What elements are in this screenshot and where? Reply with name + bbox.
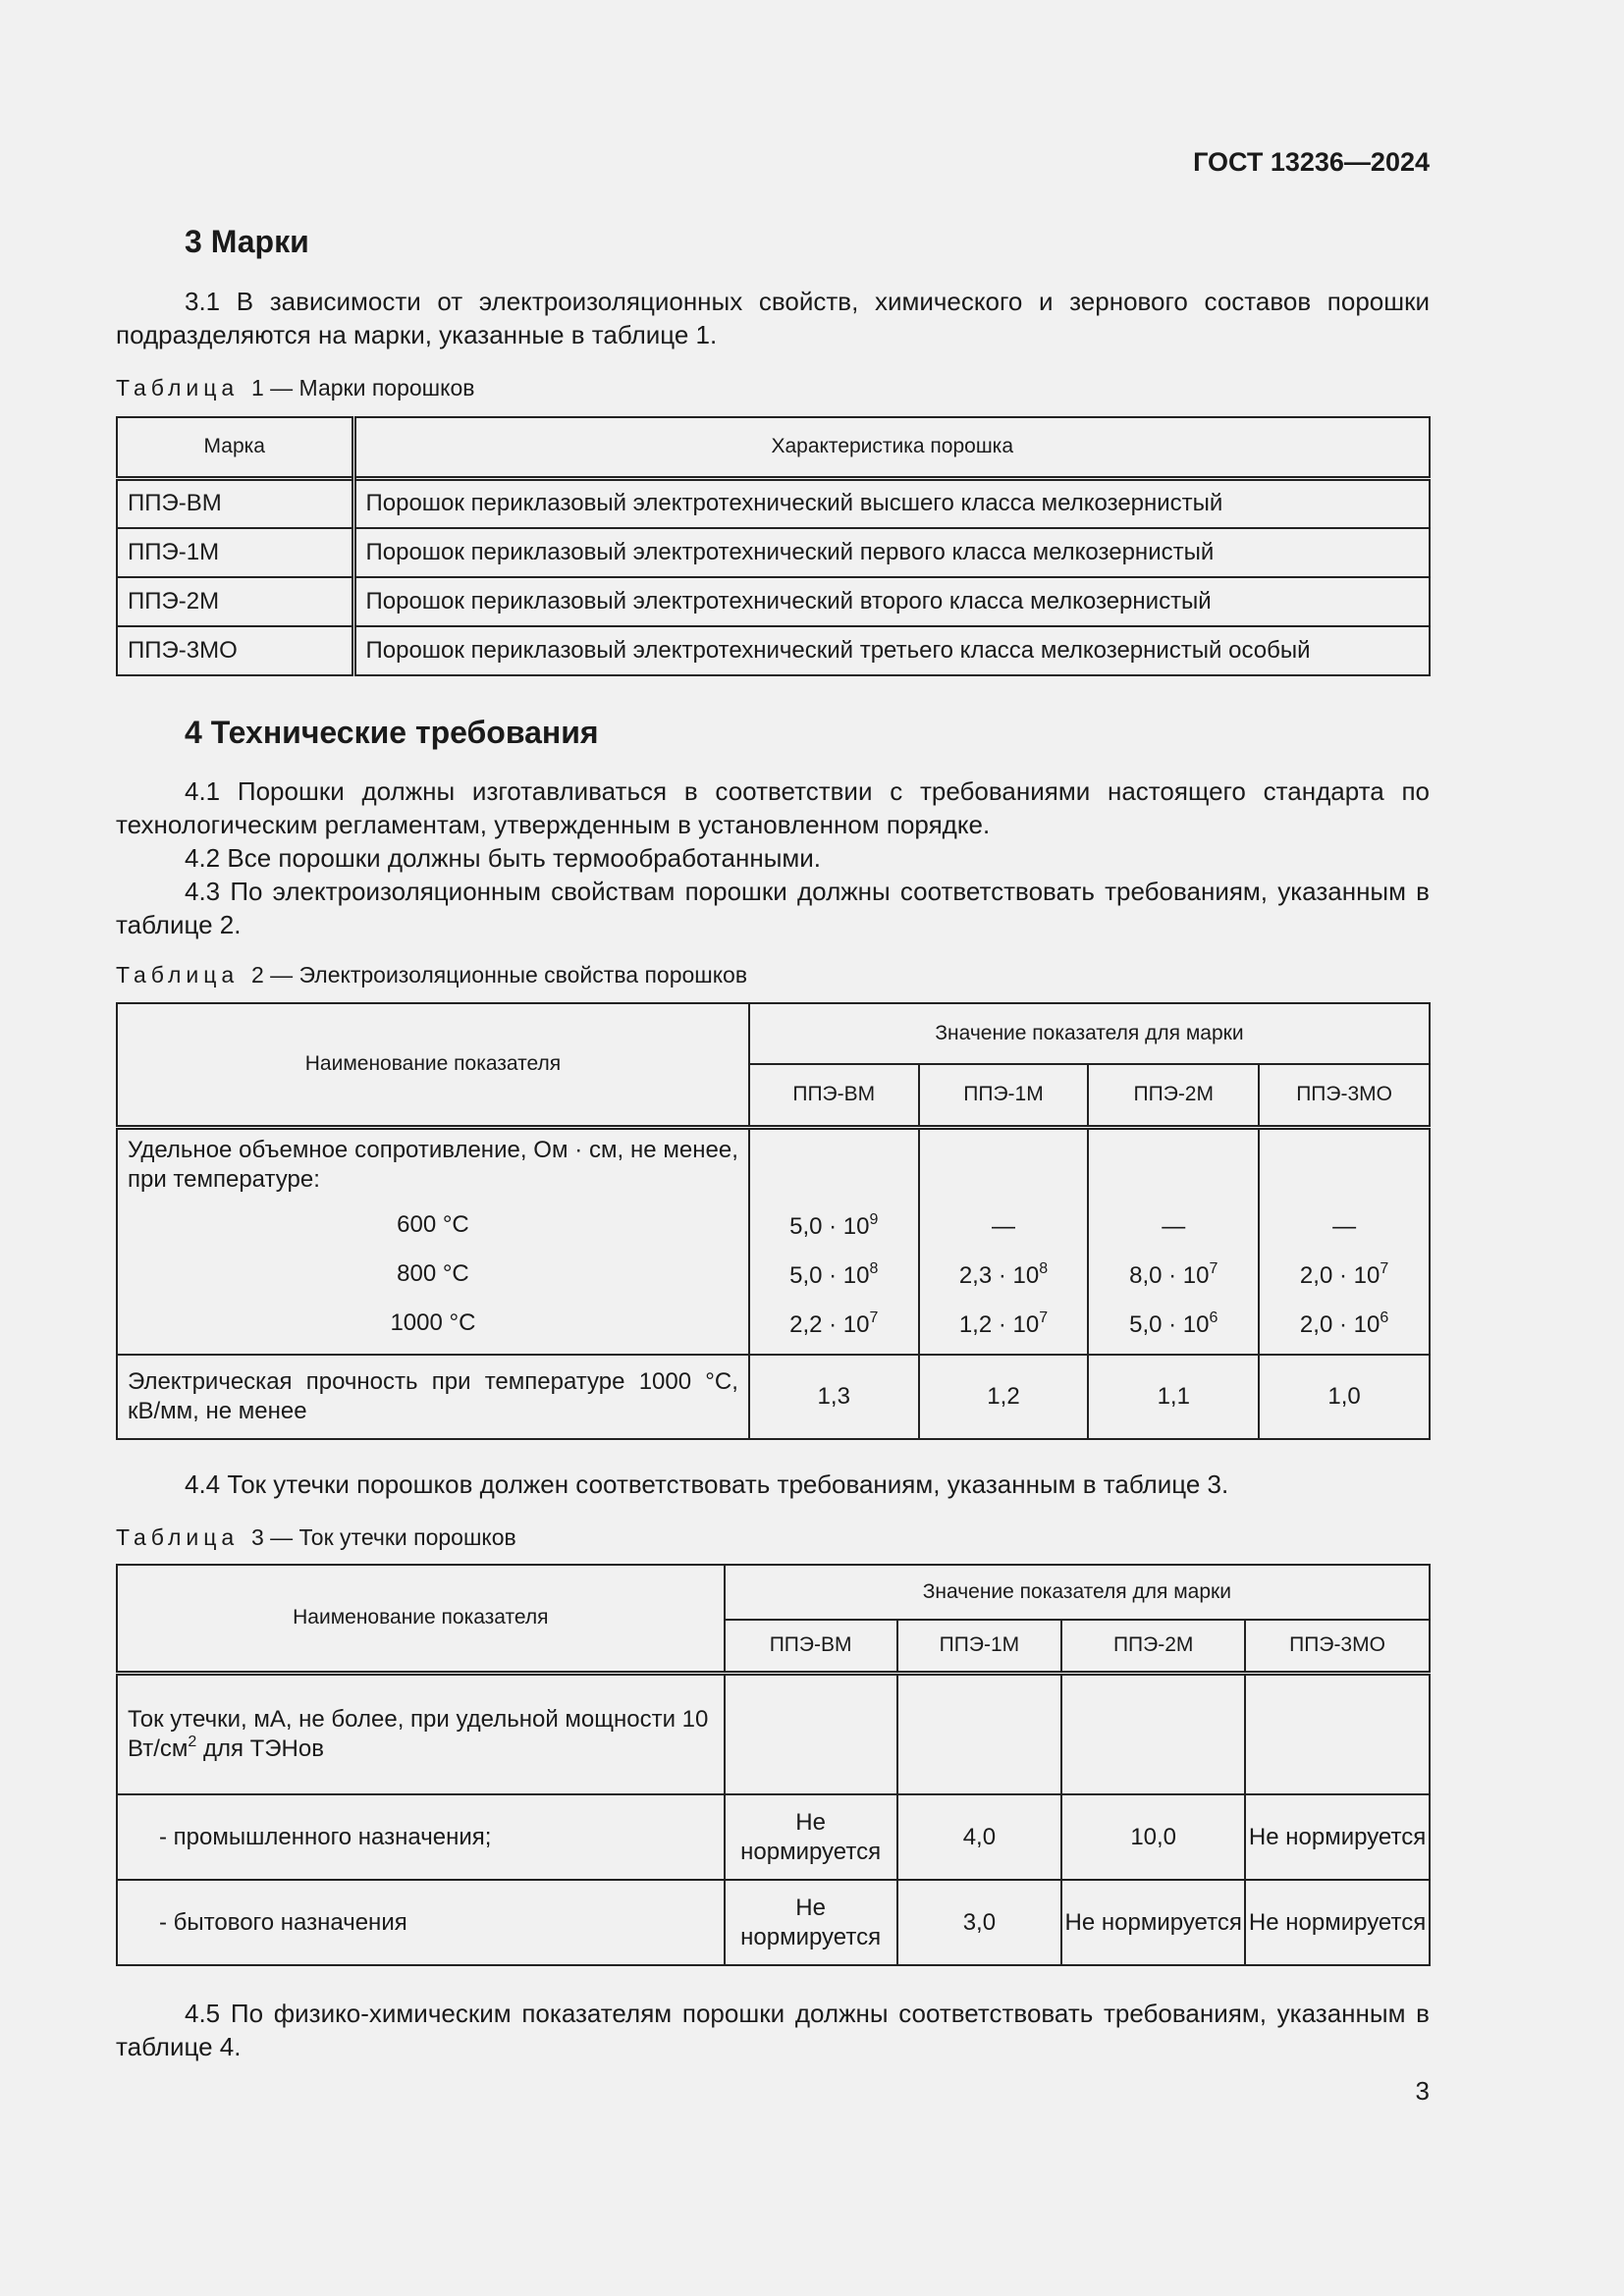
table-2-values-col bbox=[749, 1127, 919, 1355]
mantissa: 8,0 · 10 bbox=[1129, 1261, 1210, 1289]
mantissa: 2,3 · 10 bbox=[958, 1261, 1040, 1289]
table-row bbox=[117, 1794, 1430, 1880]
resistance-value bbox=[751, 1202, 917, 1252]
table-row bbox=[117, 577, 1430, 626]
paragraph-4-2 bbox=[116, 841, 1430, 875]
paragraph-4-4-text: 4.4 Ток утечки порошков должен соответствовать требованиям, указанным в таблице 3. bbox=[185, 1469, 1229, 1499]
resistance-value bbox=[1261, 1202, 1428, 1252]
resistance-value bbox=[751, 1252, 917, 1301]
table-3-mark-header: ППЭ-ВМ bbox=[725, 1620, 897, 1673]
strength-value: 1,0 bbox=[1259, 1355, 1430, 1439]
mantissa: 5,0 · 10 bbox=[1129, 1310, 1210, 1338]
table-2-mark-header: ППЭ-2М bbox=[1088, 1064, 1259, 1127]
resistance-value bbox=[1090, 1301, 1257, 1350]
resistance-value bbox=[751, 1301, 917, 1350]
table-2-values-col bbox=[1259, 1127, 1430, 1355]
leakage-value: Не нормируется bbox=[1245, 1880, 1430, 1965]
empty-cell bbox=[1245, 1673, 1430, 1794]
strength-value: 1,3 bbox=[749, 1355, 919, 1439]
resistance-label: Удельное объемное сопротивление, Ом · см, не менее, при температуре: bbox=[128, 1136, 738, 1193]
table-3-mark-header: ППЭ-1М bbox=[897, 1620, 1062, 1673]
document-code: ГОСТ 13236—2024 bbox=[1193, 147, 1430, 177]
table-1-header-char: Характеристика порошка bbox=[353, 417, 1430, 478]
table-1-mark: ППЭ-1М bbox=[117, 528, 353, 577]
temperature-1000: 1000 °C bbox=[390, 1308, 476, 1336]
paragraph-4-5 bbox=[116, 1997, 1430, 2063]
paragraph-4-1 bbox=[116, 774, 1430, 841]
table-3-header-value: Значение показателя для марки bbox=[725, 1565, 1430, 1620]
caption-prefix: Таблица bbox=[116, 1524, 240, 1550]
paragraph-4-1-text: 4.1 Порошки должны изготавливаться в соответствии с требованиями настоящего стандарта по технологическим регламентам, утвержденным в установленном порядке. bbox=[116, 776, 1430, 839]
mantissa: 2,0 · 10 bbox=[1299, 1261, 1380, 1289]
temperature-800: 800 °C bbox=[397, 1259, 469, 1287]
caption-prefix: Таблица bbox=[116, 375, 240, 400]
table-row bbox=[117, 1127, 1430, 1355]
leakage-value: Не нормируется bbox=[1245, 1794, 1430, 1880]
exponent: 6 bbox=[1380, 1308, 1389, 1326]
caption-text: 3 — Ток утечки порошков bbox=[250, 1524, 516, 1550]
table-3-caption bbox=[116, 1524, 516, 1551]
empty-cell bbox=[725, 1673, 897, 1794]
leakage-value: Не нормируется bbox=[725, 1880, 897, 1965]
strength-value: 1,2 bbox=[919, 1355, 1089, 1439]
table-row bbox=[117, 478, 1430, 528]
table-1-caption bbox=[116, 375, 474, 401]
table-3-mark-header: ППЭ-2М bbox=[1061, 1620, 1245, 1673]
table-1-desc: Порошок периклазовый электротехнический высшего класса мелкозернистый bbox=[353, 478, 1430, 528]
table-2-values-col bbox=[919, 1127, 1089, 1355]
table-3-mark-header: ППЭ-3МО bbox=[1245, 1620, 1430, 1673]
caption-prefix: Таблица bbox=[116, 962, 240, 988]
resistance-value bbox=[921, 1301, 1087, 1350]
exponent: 7 bbox=[869, 1308, 879, 1326]
table-3-header-name: Наименование показателя bbox=[117, 1565, 725, 1673]
leakage-value: 4,0 bbox=[897, 1794, 1062, 1880]
table-2-mark-header: ППЭ-1М bbox=[919, 1064, 1089, 1127]
caption-text: 1 — Марки порошков bbox=[250, 375, 475, 400]
table-row bbox=[117, 1880, 1430, 1965]
table-1-mark: ППЭ-2М bbox=[117, 577, 353, 626]
paragraph-4-5-text: 4.5 По физико-химическим показателям порошки должны соответствовать требованиям, указанным в таблице 4. bbox=[116, 1999, 1430, 2061]
mantissa: — bbox=[1162, 1212, 1186, 1240]
row-label: - промышленного назначения; bbox=[117, 1794, 725, 1880]
mantissa: 5,0 · 10 bbox=[789, 1261, 870, 1289]
table-2-header-name: Наименование показателя bbox=[117, 1003, 749, 1127]
paragraph-4-3-text: 4.3 По электроизоляционным свойствам порошки должны соответствовать требованиям, указанным в таблице 2. bbox=[116, 877, 1430, 939]
table-row bbox=[117, 1673, 1430, 1794]
strength-value: 1,1 bbox=[1088, 1355, 1259, 1439]
exponent: 9 bbox=[869, 1210, 879, 1228]
mantissa: 2,2 · 10 bbox=[789, 1310, 870, 1338]
table-2-mark-header: ППЭ-3МО bbox=[1259, 1064, 1430, 1127]
mantissa: — bbox=[991, 1212, 1015, 1240]
leakage-value: 3,0 bbox=[897, 1880, 1062, 1965]
table-2-mark-header: ППЭ-ВМ bbox=[749, 1064, 919, 1127]
table-2-header-value: Значение показателя для марки bbox=[749, 1003, 1430, 1064]
exponent: 7 bbox=[1209, 1259, 1218, 1277]
exponent: 8 bbox=[869, 1259, 879, 1277]
paragraph-3-1-text: 3.1 В зависимости от электроизоляционных свойств, химического и зернового составов порошки подразделяются на марки, указанные в таблице 1. bbox=[116, 287, 1430, 349]
table-1 bbox=[116, 416, 1431, 676]
resistance-value bbox=[921, 1252, 1087, 1301]
leakage-label-tail: для ТЭНов bbox=[196, 1735, 324, 1762]
leakage-label-text: Ток утечки, мА, не более, при удельной мощности 10 Вт/см bbox=[128, 1705, 709, 1762]
row-label: - бытового назначения bbox=[117, 1880, 725, 1965]
leakage-value: Не нормируется bbox=[1061, 1880, 1245, 1965]
mantissa: 1,2 · 10 bbox=[958, 1310, 1040, 1338]
exponent: 7 bbox=[1380, 1259, 1389, 1277]
table-1-mark: ППЭ-ВМ bbox=[117, 478, 353, 528]
section-3-title: 3 Марки bbox=[185, 224, 309, 259]
resistance-value bbox=[1090, 1252, 1257, 1301]
leakage-value: Не нормируется bbox=[725, 1794, 897, 1880]
empty-cell bbox=[1061, 1673, 1245, 1794]
mantissa: — bbox=[1332, 1212, 1357, 1240]
resistance-value bbox=[1090, 1202, 1257, 1252]
temperature-600: 600 °C bbox=[397, 1210, 469, 1238]
strength-label: Электрическая прочность при температуре 1000 °C, кВ/мм, не менее bbox=[117, 1355, 749, 1439]
resistance-value bbox=[921, 1202, 1087, 1252]
section-4-title: 4 Технические требования bbox=[185, 715, 599, 750]
resistance-value bbox=[1261, 1252, 1428, 1301]
mantissa: 5,0 · 10 bbox=[789, 1212, 870, 1240]
table-1-mark: ППЭ-3МО bbox=[117, 626, 353, 675]
table-row bbox=[117, 1355, 1430, 1439]
paragraph-4-2-text: 4.2 Все порошки должны быть термообработанными. bbox=[185, 843, 822, 873]
table-3 bbox=[116, 1564, 1431, 1966]
table-1-desc: Порошок периклазовый электротехнический третьего класса мелкозернистый особый bbox=[353, 626, 1430, 675]
paragraph-4-4 bbox=[116, 1468, 1430, 1501]
leakage-value: 10,0 bbox=[1061, 1794, 1245, 1880]
empty-cell bbox=[897, 1673, 1062, 1794]
exponent: 6 bbox=[1209, 1308, 1218, 1326]
resistance-value bbox=[1261, 1301, 1428, 1350]
leakage-label bbox=[117, 1673, 725, 1794]
paragraph-4-3 bbox=[116, 875, 1430, 941]
exponent: 7 bbox=[1039, 1308, 1049, 1326]
table-row bbox=[117, 528, 1430, 577]
table-1-desc: Порошок периклазовый электротехнический второго класса мелкозернистый bbox=[353, 577, 1430, 626]
page-number: 3 bbox=[1415, 2076, 1430, 2106]
table-row bbox=[117, 626, 1430, 675]
paragraph-3-1 bbox=[116, 285, 1430, 351]
table-2-resistance-cell bbox=[117, 1127, 749, 1355]
table-2 bbox=[116, 1002, 1431, 1440]
table-2-values-col bbox=[1088, 1127, 1259, 1355]
table-1-desc: Порошок периклазовый электротехнический первого класса мелкозернистый bbox=[353, 528, 1430, 577]
caption-text: 2 — Электроизоляционные свойства порошков bbox=[250, 962, 748, 988]
table-2-caption bbox=[116, 962, 747, 988]
mantissa: 2,0 · 10 bbox=[1299, 1310, 1380, 1338]
exponent: 8 bbox=[1039, 1259, 1049, 1277]
table-1-header-mark: Марка bbox=[117, 417, 353, 478]
leakage-label-sup: 2 bbox=[188, 1733, 197, 1750]
